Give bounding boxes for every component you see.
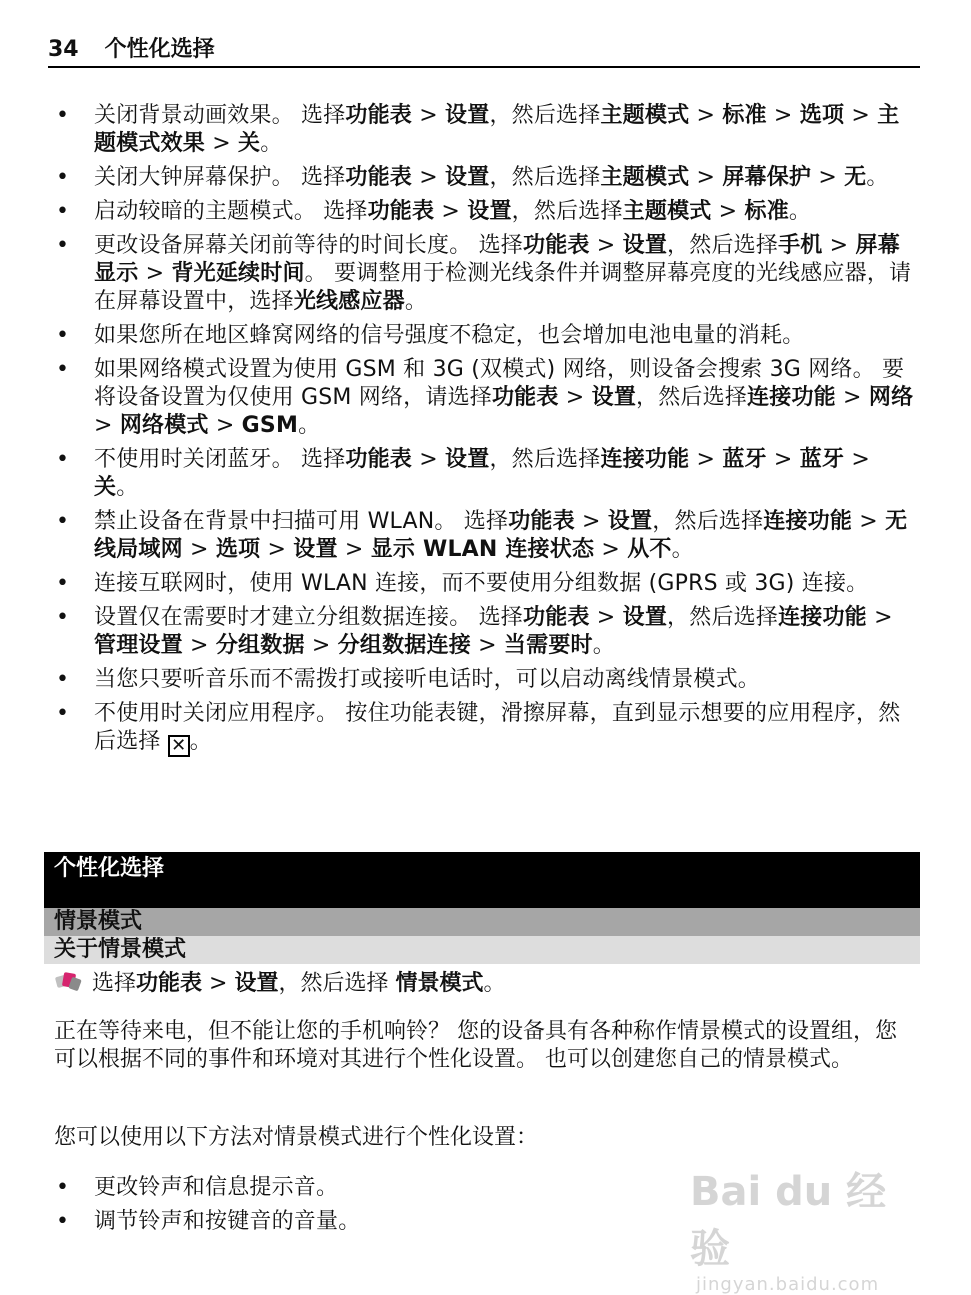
tip-item xyxy=(56,356,916,440)
tip-text: 不使用时关闭蓝牙。 选择功能表 > 设置，然后选择连接功能 > 蓝牙 > 蓝牙 > 关。 xyxy=(94,447,870,500)
page-number: 34 xyxy=(48,37,79,62)
bullet-dot: • xyxy=(56,605,70,630)
tip-text: 关闭大钟屏幕保护。 选择功能表 > 设置，然后选择主题模式 > 屏幕保护 > 无。 xyxy=(94,165,889,190)
bullet-dot: • xyxy=(56,165,70,190)
bullet-dot: • xyxy=(56,357,70,382)
tip-text: 如果网络模式设置为使用 GSM 和 3G (双模式) 网络，则设备会搜索 3G 网络。 要将设备设置为仅使用 GSM 网络，请选择功能表 > 设置，然后选择连接功能 > 网络 > 网络模式 > GSM。 xyxy=(94,357,914,438)
bullet-dot: • xyxy=(56,233,70,258)
menu-path-paragraph xyxy=(54,970,916,998)
tip-text: 连接互联网时，使用 WLAN 连接，而不要使用分组数据 (GPRS 或 3G) 连接。 xyxy=(94,571,869,596)
tip-item xyxy=(56,570,916,598)
methods-paragraph: 您可以使用以下方法对情景模式进行个性化设置： xyxy=(54,1125,539,1150)
page-header xyxy=(48,36,920,68)
tip-item xyxy=(56,322,916,350)
header-title: 个性化选择 xyxy=(104,37,215,62)
tip-text: 关闭背景动画效果。 选择功能表 > 设置，然后选择主题模式 > 标准 > 选项 > 主题模式效果 > 关。 xyxy=(94,103,900,156)
tip-item xyxy=(56,700,916,757)
tip-item xyxy=(56,508,916,564)
method-text: 调节铃声和按键音的音量。 xyxy=(94,1209,361,1234)
bullet-dot: • xyxy=(56,199,70,224)
menu-path-text: 选择功能表 > 设置，然后选择 情景模式。 xyxy=(92,971,506,996)
bullet-dot: • xyxy=(56,447,70,472)
tip-item xyxy=(56,232,916,316)
tip-item xyxy=(56,164,916,192)
section-title: 情景模式 xyxy=(44,908,920,936)
bullet-dot: • xyxy=(56,1209,70,1234)
watermark-logo: Bai du 经验 xyxy=(690,1169,887,1272)
tip-text: 设置仅在需要时才建立分组数据连接。 选择功能表 > 设置，然后选择连接功能 > 管理设置 > 分组数据 > 分组数据连接 > 当需要时。 xyxy=(94,605,893,658)
tips-list xyxy=(56,102,916,763)
tip-item xyxy=(56,198,916,226)
tip-text: 启动较暗的主题模式。 选择功能表 > 设置，然后选择主题模式 > 标准。 xyxy=(94,199,812,224)
bullet-dot: • xyxy=(56,509,70,534)
watermark-url: jingyan.baidu.com xyxy=(696,1274,880,1295)
tip-item xyxy=(56,102,916,158)
tip-item xyxy=(56,446,916,502)
bullet-dot: • xyxy=(56,571,70,596)
bullet-dot: • xyxy=(56,1175,70,1200)
bullet-dot: • xyxy=(56,701,70,726)
tip-item xyxy=(56,604,916,660)
tip-text: 禁止设备在背景中扫描可用 WLAN。 选择功能表 > 设置，然后选择连接功能 > 无线局域网 > 选项 > 设置 > 显示 WLAN 连接状态 > 从不。 xyxy=(94,509,908,562)
bullet-dot: • xyxy=(56,667,70,692)
chapter-title: 个性化选择 xyxy=(44,852,920,908)
tip-text: 更改设备屏幕关闭前等待的时间长度。 选择功能表 > 设置，然后选择手机 > 屏幕显示 > 背光延续时间。 要调整用于检测光线条件并调整屏幕亮度的光线感应器，请在屏幕设置中，选择光线感应器。 xyxy=(94,233,912,314)
profiles-app-icon xyxy=(54,970,84,996)
tip-item xyxy=(56,666,916,694)
baidu-watermark xyxy=(690,1160,920,1295)
bullet-dot: • xyxy=(56,103,70,128)
subsection-title: 关于情景模式 xyxy=(44,936,920,964)
tip-text: 当您只要听音乐而不需拨打或接听电话时，可以启动离线情景模式。 xyxy=(94,667,761,692)
tip-text: 不使用时关闭应用程序。 按住功能表键，滑擦屏幕，直到显示想要的应用程序，然后选择 ✕ 。 xyxy=(94,701,901,756)
tip-text: 如果您所在地区蜂窝网络的信号强度不稳定，也会增加电池电量的消耗。 xyxy=(94,323,805,348)
intro-paragraph: 正在等待来电，但不能让您的手机响铃？ 您的设备具有各种称作情景模式的设置组，您可以根据不同的事件和环境对其进行个性化设置。 也可以创建您自己的情景模式。 xyxy=(54,1019,897,1072)
bullet-dot: • xyxy=(56,323,70,348)
method-text: 更改铃声和信息提示音。 xyxy=(94,1175,339,1200)
